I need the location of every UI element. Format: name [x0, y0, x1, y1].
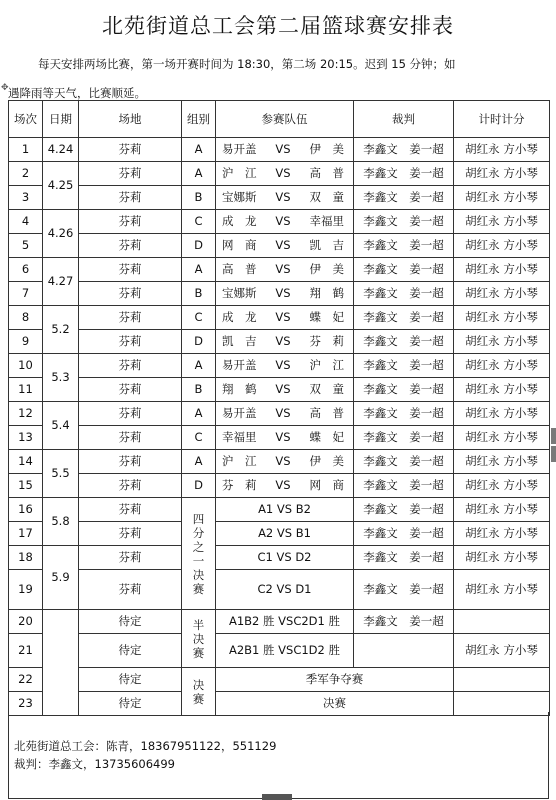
- header-venue: 场地: [79, 101, 182, 138]
- game-no-cell: 8: [9, 306, 43, 330]
- group-cell: C: [182, 306, 216, 330]
- teams-cell: [216, 234, 354, 258]
- teams-cell: [216, 330, 354, 354]
- date-cell-empty: [43, 610, 79, 716]
- header-timer: 计时计分: [454, 101, 550, 138]
- stage-semifinal-label: 半 决 赛: [182, 610, 216, 668]
- away-team: 伊 美: [309, 454, 344, 468]
- teams-cell: [216, 138, 354, 162]
- venue-cell: 芬莉: [79, 402, 182, 426]
- table-row: [9, 330, 550, 354]
- referee-cell: 李鑫文 姜一超: [354, 546, 454, 570]
- table-header-row: [9, 101, 550, 138]
- away-team: 高 普: [309, 166, 344, 180]
- away-team: 幸福里: [309, 214, 344, 228]
- timer-cell: 胡红永 方小琴: [454, 570, 550, 610]
- table-row: [9, 306, 550, 330]
- teams-cell: [216, 186, 354, 210]
- game-no-cell: 4: [9, 210, 43, 234]
- referee-cell: 李鑫文 姜一超: [354, 234, 454, 258]
- timer-cell: 胡红永 方小琴: [454, 450, 550, 474]
- date-cell: 4.24: [43, 138, 79, 162]
- date-cell: 5.9: [43, 546, 79, 610]
- timer-cell: 胡红永 方小琴: [454, 186, 550, 210]
- game-no-cell: 18: [9, 546, 43, 570]
- venue-cell: 待定: [79, 634, 182, 668]
- vs-label: VS: [275, 310, 291, 324]
- match-cell: A2B1 胜 VSC1D2 胜: [216, 634, 354, 668]
- schedule-note-line1: 每天安排两场比赛，第一场开赛时间为 18:30，第二场 20:15。迟到 15 分钟；如: [38, 57, 456, 71]
- away-team: 伊 美: [309, 142, 344, 156]
- game-no-cell: 17: [9, 522, 43, 546]
- group-cell: D: [182, 234, 216, 258]
- venue-cell: 芬莉: [79, 258, 182, 282]
- schedule-note-line2: 遇降雨等天气，比赛顺延。: [8, 86, 146, 100]
- group-cell: A: [182, 450, 216, 474]
- teams-cell: [216, 162, 354, 186]
- table-row: [9, 234, 550, 258]
- match-cell: A2 VS B1: [216, 522, 354, 546]
- home-team: 翔 鹤: [222, 382, 257, 396]
- table-row: [9, 634, 550, 668]
- referee-cell: 李鑫文 姜一超: [354, 330, 454, 354]
- timer-cell: 胡红永 方小琴: [454, 546, 550, 570]
- teams-cell: [216, 306, 354, 330]
- venue-cell: 芬莉: [79, 306, 182, 330]
- vs-label: VS: [275, 166, 291, 180]
- date-cell: 5.2: [43, 306, 79, 354]
- home-team: 网 商: [222, 238, 257, 252]
- timer-cell: 胡红永 方小琴: [454, 234, 550, 258]
- vs-label: VS: [275, 454, 291, 468]
- venue-cell: 芬莉: [79, 498, 182, 522]
- referee-cell: 李鑫文 姜一超: [354, 610, 454, 634]
- home-team: 易开盖: [222, 358, 257, 372]
- teams-cell: [216, 402, 354, 426]
- home-team: 宝娜斯: [222, 286, 257, 300]
- venue-cell: 芬莉: [79, 186, 182, 210]
- venue-cell: 芬莉: [79, 282, 182, 306]
- referee-cell: 李鑫文 姜一超: [354, 426, 454, 450]
- match-cell: A1B2 胜 VSC2D1 胜: [216, 610, 354, 634]
- referee-cell: 李鑫文 姜一超: [354, 186, 454, 210]
- home-team: 易开盖: [222, 406, 257, 420]
- table-row: [9, 354, 550, 378]
- header-game-no: 场次: [9, 101, 43, 138]
- game-no-cell: 19: [9, 570, 43, 610]
- home-team: 宝娜斯: [222, 190, 257, 204]
- document-title: 北苑街道总工会第二届篮球赛安排表: [102, 14, 454, 38]
- referee-cell: 李鑫文 姜一超: [354, 138, 454, 162]
- venue-cell: 芬莉: [79, 354, 182, 378]
- game-no-cell: 10: [9, 354, 43, 378]
- home-team: 高 普: [222, 262, 257, 276]
- referee-contact: 裁判：李鑫文，13735606499: [14, 757, 175, 771]
- away-team: 芬 莉: [309, 334, 344, 348]
- vs-label: VS: [275, 478, 291, 492]
- header-group: 组别: [182, 101, 216, 138]
- home-team: 凯 吉: [222, 334, 257, 348]
- vs-label: VS: [275, 406, 291, 420]
- vs-label: VS: [275, 238, 291, 252]
- referee-cell: 李鑫文 姜一超: [354, 162, 454, 186]
- vs-label: VS: [275, 142, 291, 156]
- vs-label: VS: [275, 214, 291, 228]
- game-no-cell: 7: [9, 282, 43, 306]
- referee-cell: 李鑫文 姜一超: [354, 474, 454, 498]
- table-row: [9, 138, 550, 162]
- away-team: 凯 吉: [309, 238, 344, 252]
- match-cell: A1 VS B2: [216, 498, 354, 522]
- home-team: 幸福里: [222, 430, 257, 444]
- home-team: 沪 江: [222, 454, 257, 468]
- timer-cell: 胡红永 方小琴: [454, 402, 550, 426]
- venue-cell: 待定: [79, 692, 182, 716]
- timer-cell: 胡红永 方小琴: [454, 330, 550, 354]
- table-row: [9, 402, 550, 426]
- group-cell: A: [182, 258, 216, 282]
- game-no-cell: 2: [9, 162, 43, 186]
- referee-cell: 李鑫文 姜一超: [354, 570, 454, 610]
- away-team: 沪 江: [309, 358, 344, 372]
- venue-cell: 待定: [79, 610, 182, 634]
- game-no-cell: 5: [9, 234, 43, 258]
- union-contact: 北苑街道总工会：陈青，18367951122，551129: [14, 739, 277, 753]
- home-team: 易开盖: [222, 142, 257, 156]
- date-cell: 5.4: [43, 402, 79, 450]
- venue-cell: 芬莉: [79, 162, 182, 186]
- group-cell: A: [182, 162, 216, 186]
- away-team: 双 童: [309, 382, 344, 396]
- schedule-table: [8, 100, 550, 716]
- referee-cell: 李鑫文 姜一超: [354, 522, 454, 546]
- timer-cell: 胡红永 方小琴: [454, 378, 550, 402]
- group-cell: B: [182, 378, 216, 402]
- referee-cell: 李鑫文 姜一超: [354, 210, 454, 234]
- game-no-cell: 9: [9, 330, 43, 354]
- table-row: [9, 546, 550, 570]
- home-team: 成 龙: [222, 214, 257, 228]
- group-cell: B: [182, 186, 216, 210]
- venue-cell: 芬莉: [79, 378, 182, 402]
- teams-cell: [216, 450, 354, 474]
- table-row: [9, 450, 550, 474]
- game-no-cell: 16: [9, 498, 43, 522]
- timer-cell: 胡红永 方小琴: [454, 282, 550, 306]
- venue-cell: 待定: [79, 668, 182, 692]
- referee-cell: 李鑫文 姜一超: [354, 258, 454, 282]
- group-cell: C: [182, 426, 216, 450]
- referee-cell: 李鑫文 姜一超: [354, 378, 454, 402]
- venue-cell: 芬莉: [79, 138, 182, 162]
- table-row: [9, 610, 550, 634]
- timer-cell-empty: [454, 610, 550, 634]
- table-row: [9, 426, 550, 450]
- date-cell: 5.3: [43, 354, 79, 402]
- table-row: [9, 186, 550, 210]
- away-team: 高 普: [309, 406, 344, 420]
- table-row: [9, 162, 550, 186]
- home-team: 成 龙: [222, 310, 257, 324]
- timer-cell: 胡红永 方小琴: [454, 498, 550, 522]
- venue-cell: 芬莉: [79, 570, 182, 610]
- game-no-cell: 11: [9, 378, 43, 402]
- teams-cell: [216, 258, 354, 282]
- vs-label: VS: [275, 430, 291, 444]
- table-move-handle-icon[interactable]: ✥: [1, 83, 9, 93]
- scrollbar-marker[interactable]: [551, 446, 556, 462]
- stage-quarterfinal-label: 四 分 之 一 决 赛: [182, 498, 216, 610]
- group-cell: D: [182, 330, 216, 354]
- referee-cell: 李鑫文 姜一超: [354, 354, 454, 378]
- header-teams: 参赛队伍: [216, 101, 354, 138]
- vs-label: VS: [275, 334, 291, 348]
- referee-cell: 李鑫文 姜一超: [354, 450, 454, 474]
- game-no-cell: 6: [9, 258, 43, 282]
- venue-cell: 芬莉: [79, 546, 182, 570]
- game-no-cell: 1: [9, 138, 43, 162]
- vs-label: VS: [275, 358, 291, 372]
- timer-cell: 胡红永 方小琴: [454, 474, 550, 498]
- date-cell: 4.27: [43, 258, 79, 306]
- match-cell: 季军争夺赛: [216, 668, 454, 692]
- group-cell: C: [182, 210, 216, 234]
- game-no-cell: 23: [9, 692, 43, 716]
- teams-cell: [216, 474, 354, 498]
- venue-cell: 芬莉: [79, 426, 182, 450]
- table-row: [9, 210, 550, 234]
- group-cell: A: [182, 354, 216, 378]
- timer-cell: 胡红永 方小琴: [454, 426, 550, 450]
- match-cell: C1 VS D2: [216, 546, 354, 570]
- venue-cell: 芬莉: [79, 210, 182, 234]
- game-no-cell: 15: [9, 474, 43, 498]
- timer-cell: 胡红永 方小琴: [454, 306, 550, 330]
- away-team: 双 童: [309, 190, 344, 204]
- away-team: 伊 美: [309, 262, 344, 276]
- game-no-cell: 14: [9, 450, 43, 474]
- timer-cell-empty: [454, 668, 550, 692]
- contact-footer: [8, 712, 549, 799]
- stage-final-label: 决 赛: [182, 668, 216, 716]
- timer-cell: 胡红永 方小琴: [454, 258, 550, 282]
- game-no-cell: 22: [9, 668, 43, 692]
- referee-cell: 李鑫文 姜一超: [354, 402, 454, 426]
- referee-cell-empty: [354, 634, 454, 668]
- date-cell: 5.8: [43, 498, 79, 546]
- timer-cell: 胡红永 方小琴: [454, 162, 550, 186]
- game-no-cell: 21: [9, 634, 43, 668]
- away-team: 网 商: [309, 478, 344, 492]
- timer-cell: 胡红永 方小琴: [454, 210, 550, 234]
- page-break-marker: [262, 794, 292, 800]
- table-row: [9, 282, 550, 306]
- scrollbar-marker[interactable]: [551, 428, 556, 444]
- timer-cell: 胡红永 方小琴: [454, 138, 550, 162]
- group-cell: A: [182, 402, 216, 426]
- header-date: 日期: [43, 101, 79, 138]
- away-team: 蝶 妃: [309, 310, 344, 324]
- vs-label: VS: [275, 286, 291, 300]
- table-row: [9, 258, 550, 282]
- vs-label: VS: [275, 382, 291, 396]
- table-row: [9, 378, 550, 402]
- timer-cell: 胡红永 方小琴: [454, 354, 550, 378]
- match-cell: C2 VS D1: [216, 570, 354, 610]
- table-row: [9, 474, 550, 498]
- date-cell: 4.26: [43, 210, 79, 258]
- table-row: [9, 570, 550, 610]
- teams-cell: [216, 378, 354, 402]
- referee-cell: 李鑫文 姜一超: [354, 282, 454, 306]
- group-cell: A: [182, 138, 216, 162]
- referee-cell: 李鑫文 姜一超: [354, 306, 454, 330]
- home-team: 沪 江: [222, 166, 257, 180]
- venue-cell: 芬莉: [79, 330, 182, 354]
- venue-cell: 芬莉: [79, 450, 182, 474]
- venue-cell: 芬莉: [79, 522, 182, 546]
- game-no-cell: 13: [9, 426, 43, 450]
- game-no-cell: 20: [9, 610, 43, 634]
- teams-cell: [216, 426, 354, 450]
- teams-cell: [216, 210, 354, 234]
- vs-label: VS: [275, 190, 291, 204]
- venue-cell: 芬莉: [79, 234, 182, 258]
- timer-cell: 胡红永 方小琴: [454, 634, 550, 668]
- date-cell: 5.5: [43, 450, 79, 498]
- match-cell: 决赛: [216, 692, 454, 716]
- teams-cell: [216, 282, 354, 306]
- date-cell: 4.25: [43, 162, 79, 210]
- game-no-cell: 12: [9, 402, 43, 426]
- table-row: [9, 498, 550, 522]
- group-cell: D: [182, 474, 216, 498]
- group-cell: B: [182, 282, 216, 306]
- venue-cell: 芬莉: [79, 474, 182, 498]
- vs-label: VS: [275, 262, 291, 276]
- away-team: 翔 鹤: [309, 286, 344, 300]
- timer-cell: 胡红永 方小琴: [454, 522, 550, 546]
- away-team: 蝶 妃: [309, 430, 344, 444]
- referee-cell: 李鑫文 姜一超: [354, 498, 454, 522]
- teams-cell: [216, 354, 354, 378]
- home-team: 芬 莉: [222, 478, 257, 492]
- table-row: [9, 522, 550, 546]
- table-row: [9, 668, 550, 692]
- game-no-cell: 3: [9, 186, 43, 210]
- header-referee: 裁判: [354, 101, 454, 138]
